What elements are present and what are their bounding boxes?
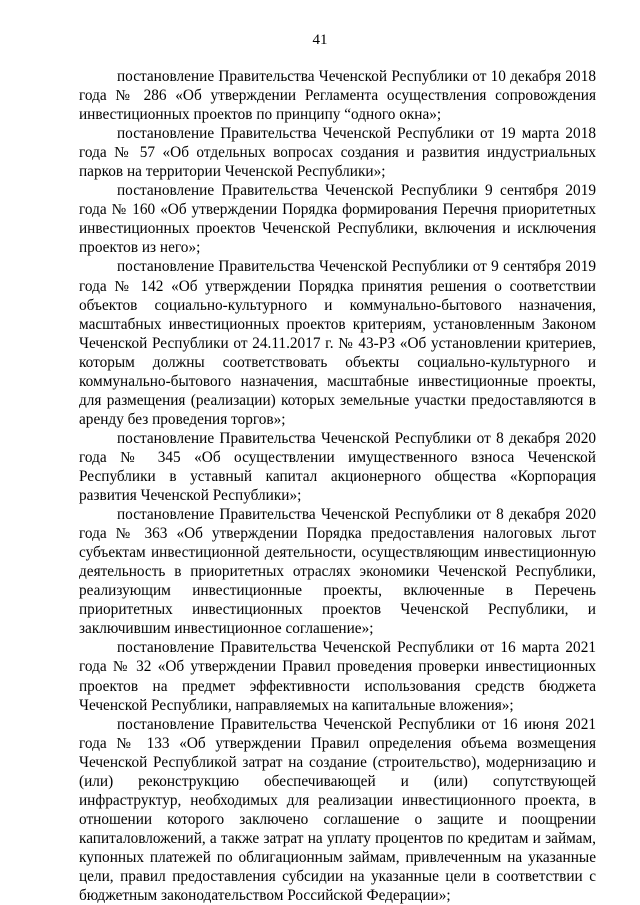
- document-body: [79, 67, 596, 905]
- paragraph-resolution-160: постановление Правительства Чеченской Республики 9 сентября 2019 года № 160 «Об утверждении Порядка формирования Перечня приоритетных инвестиционных проектов Чеченской Республики, включения и исключения проектов из него»;: [79, 182, 596, 257]
- paragraph-resolution-133: постановление Правительства Чеченской Республики от 16 июня 2021 года № 133 «Об утверждении Правил определения объема возмещения Чеченской Республикой затрат на создание (строительство), модернизацию и (или) реконструкцию обеспечивающей и (или) сопутствующей инфраструктур, необходимых для реализации инвестиционного проекта, в отношении которого заключено соглашение о защите и поощрении капиталовложений, а также затрат на уплату процентов по кредитам и займам, купонных платежей по облигационным займам, привлеченным на указанные цели, правил предоставления субсидии на указанные цели в соответствии с бюджетным законодательством Российской Федерации»;: [79, 715, 596, 905]
- paragraph-resolution-32: постановление Правительства Чеченской Республики от 16 марта 2021 года № 32 «Об утверждении Правил проведения проверки инвестиционных проектов на предмет эффективности использования средств бюджета Чеченской Республики, направляемых на капитальные вложения»;: [79, 639, 596, 714]
- paragraph-resolution-57: постановление Правительства Чеченской Республики от 19 марта 2018 года № 57 «Об отдельных вопросах создания и развития индустриальных парков на территории Чеченской Республики»;: [79, 125, 596, 181]
- paragraph-resolution-142: постановление Правительства Чеченской Республики от 9 сентября 2019 года № 142 «Об утверждении Порядка принятия решения о соответствии объектов социально-культурного и коммунально-бытового назначения, масштабных инвестиционных проектов критериям, установленным Законом Чеченской Республики от 24.11.2017 г. № 43-РЗ «Об установлении критериев, которым должны соответствовать объекты социально-культурного и коммунально-бытового назначения, масштабные инвестиционные проекты, для размещения (реализации) которых земельные участки предоставляются в аренду без проведения торгов»;: [79, 258, 596, 428]
- paragraph-resolution-345: постановление Правительства Чеченской Республики от 8 декабря 2020 года № 345 «Об осуществлении имущественного взноса Чеченской Республики в уставный капитал акционерного общества «Корпорация развития Чеченской Республики»;: [79, 429, 596, 505]
- paragraph-resolution-286: постановление Правительства Чеченской Республики от 10 декабря 2018 года № 286 «Об утверждении Регламента осуществления сопровождения инвестиционных проектов по принципу “одного окна»;: [79, 68, 596, 124]
- page-number: 41: [312, 32, 328, 48]
- paragraph-resolution-363: постановление Правительства Чеченской Республики от 8 декабря 2020 года № 363 «Об утверждении Порядка предоставления налоговых льгот субъектам инвестиционной деятельности, осуществляющим инвестиционную деятельность в приоритетных отраслях экономики Чеченской Республики, реализующим инвестиционные проекты, включенные в Перечень приоритетных инвестиционных проектов Чеченской Республики, и заключившим инвестиционное соглашение»;: [79, 506, 596, 638]
